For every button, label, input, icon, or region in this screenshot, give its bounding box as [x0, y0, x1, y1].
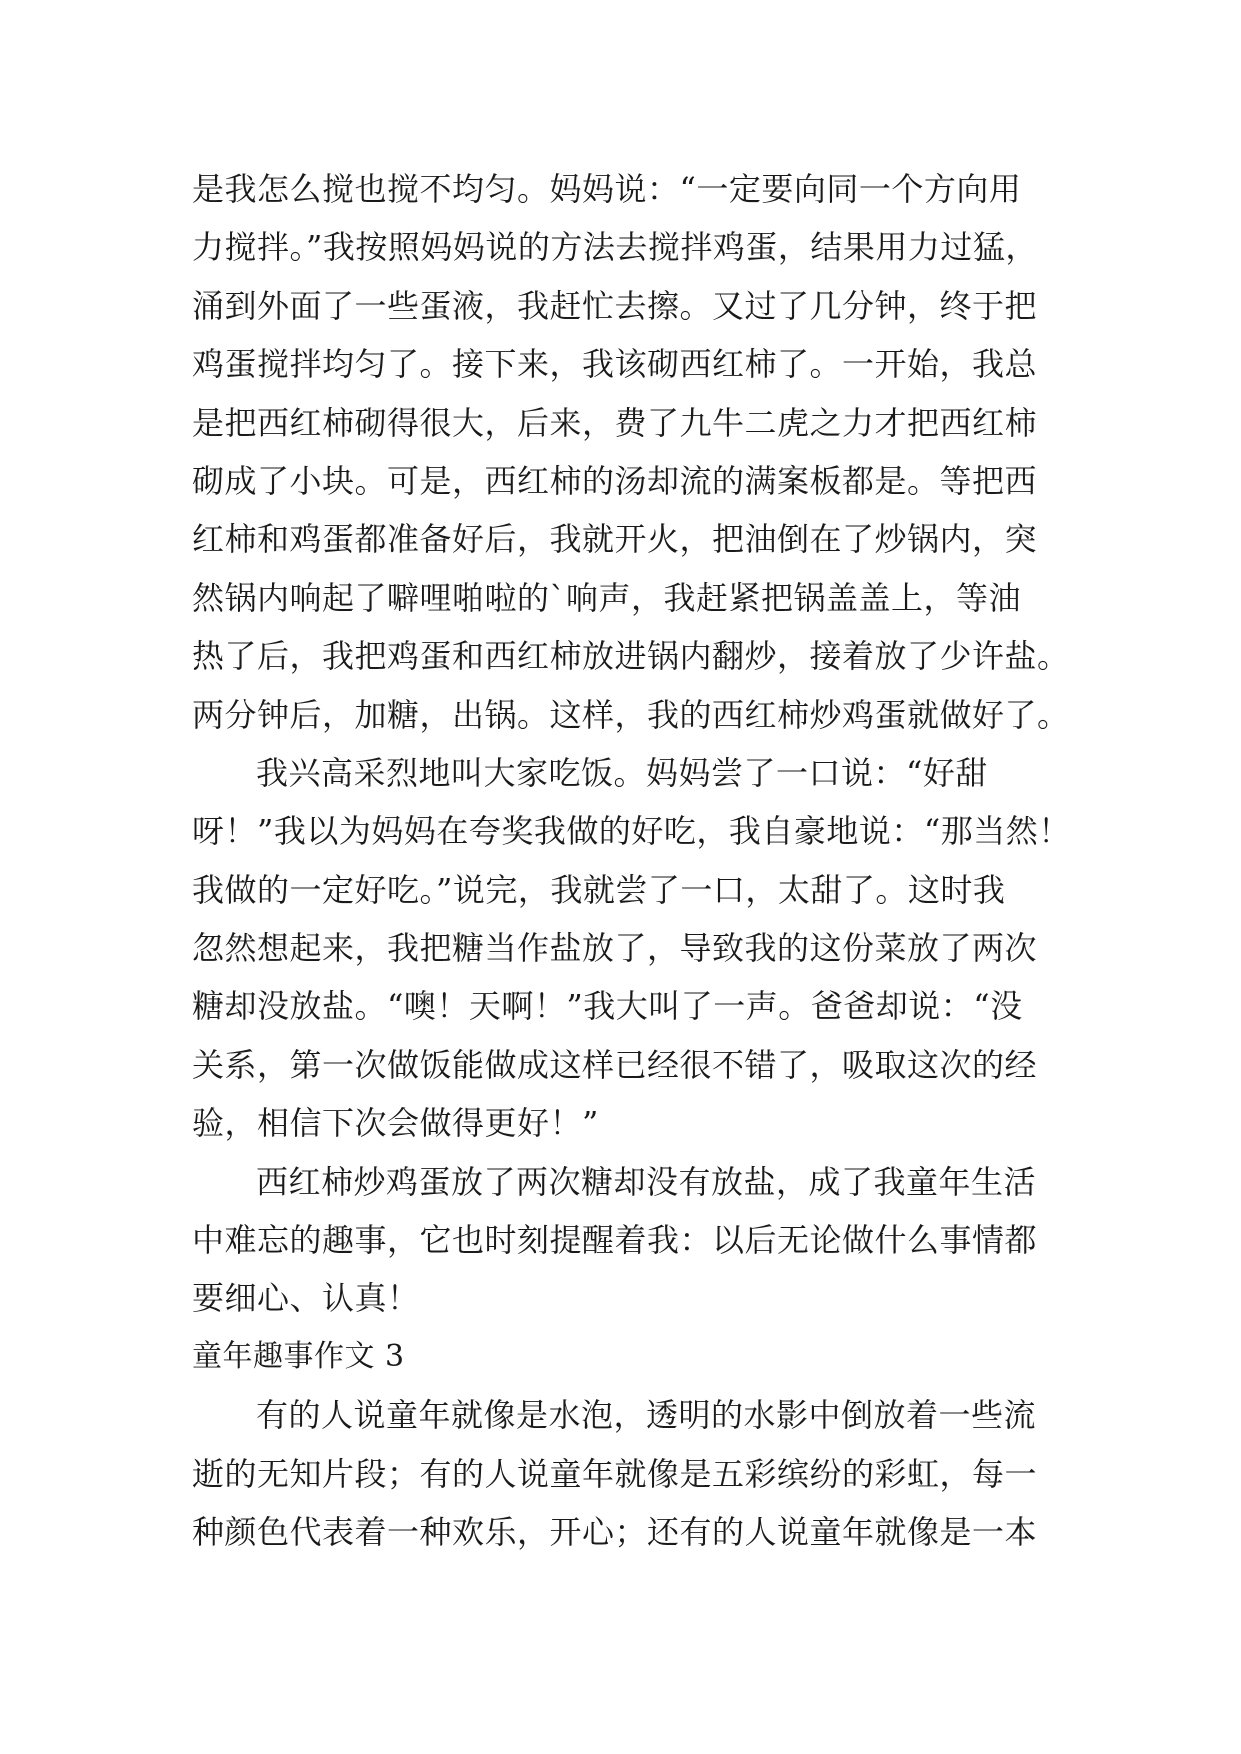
text-line: 呀！”我以为妈妈在夸奖我做的好吃，我自豪地说：“那当然！ [192, 812, 1071, 851]
text-line: 糖却没放盐。“噢！天啊！”我大叫了一声。爸爸却说：“没 [192, 987, 1023, 1026]
paragraph-start-line: 我兴高采烈地叫大家吃饭。妈妈尝了一口说：“好甜 [256, 753, 988, 792]
paragraph-start-line: 有的人说童年就像是水泡，透明的水影中倒放着一些流 [256, 1396, 1037, 1435]
paragraph-start-line: 西红柿炒鸡蛋放了两次糖却没有放盐，成了我童年生活 [256, 1162, 1037, 1201]
text-line: 验，相信下次会做得更好！” [192, 1104, 599, 1143]
text-line: 关系，第一次做饭能做成这样已经很不错了，吸取这次的经 [192, 1045, 1038, 1084]
text-line: 我做的一定好吃。”说完，我就尝了一口，太甜了。这时我 [192, 870, 1006, 909]
text-line: 忽然想起来，我把糖当作盐放了，导致我的这份菜放了两次 [192, 929, 1038, 968]
text-line: 砌成了小块。可是，西红柿的汤却流的满案板都是。等把西 [192, 461, 1038, 500]
text-line: 鸡蛋搅拌均匀了。接下来，我该砌西红柿了。一开始，我总 [192, 345, 1038, 384]
text-line: 力搅拌。”我按照妈妈说的方法去搅拌鸡蛋，结果用力过猛， [192, 228, 1038, 267]
text-line: 涌到外面了一些蛋液，我赶忙去擦。又过了几分钟，终于把 [192, 286, 1038, 325]
text-line: 种颜色代表着一种欢乐，开心；还有的人说童年就像是一本 [192, 1512, 1038, 1551]
text-line: 是把西红柿砌得很大，后来，费了九牛二虎之力才把西红柿 [192, 403, 1038, 442]
essay-body [192, 160, 1072, 1561]
text-line: 要细心、认真！ [192, 1279, 420, 1318]
text-line: 中难忘的趣事，它也时刻提醒着我：以后无论做什么事情都 [192, 1221, 1038, 1260]
text-line: 红柿和鸡蛋都准备好后，我就开火，把油倒在了炒锅内，突 [192, 520, 1038, 559]
text-line: 逝的无知片段；有的人说童年就像是五彩缤纷的彩虹，每一 [192, 1454, 1038, 1493]
text-line: 热了后，我把鸡蛋和西红柿放进锅内翻炒，接着放了少许盐。 [192, 637, 1070, 676]
text-line: 是我怎么搅也搅不均匀。妈妈说：“一定要向同一个方向用 [192, 170, 1022, 208]
section-heading: 童年趣事作文 3 [192, 1338, 405, 1374]
text-line: 两分钟后，加糖，出锅。这样，我的西红柿炒鸡蛋就做好了。 [192, 695, 1070, 734]
text-line: 然锅内响起了噼哩啪啦的`响声，我赶紧把锅盖盖上，等油 [192, 578, 1022, 617]
